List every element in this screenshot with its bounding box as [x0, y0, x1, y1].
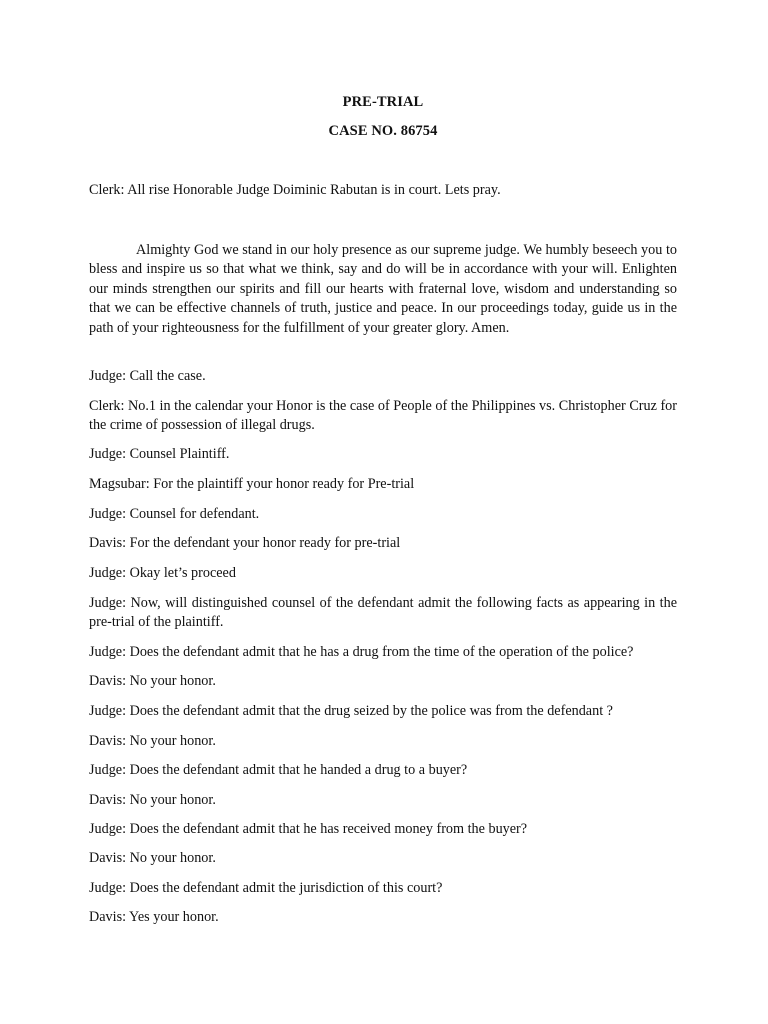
transcript-line: Judge: Counsel Plaintiff.: [89, 446, 230, 462]
transcript-line: Judge: Now, will distinguished counsel of the defendant admit the following facts as appearing in the pre-trial of the plaintiff.: [89, 595, 677, 631]
transcript-line: Davis: No your honor.: [89, 733, 216, 749]
transcript-line: Judge: Does the defendant admit that he has received money from the buyer?: [89, 821, 528, 837]
document-page: [89, 0, 677, 1024]
prayer-paragraph: Almighty God we stand in our holy presence as our supreme judge. We humbly beseech you to bless and inspire us so that what we think, say and do will be in accordance with your will. Enlighten our minds strengthen our spirits and fill our hearts with fraternal love, wisdom and understanding so that we can be effective channels of truth, justice and peace. In our proceedings today, guide us in the path of your righteousness for the fulfillment of your greater glory. Amen.: [89, 242, 677, 336]
transcript-line: Davis: No your honor.: [89, 673, 216, 689]
transcript-line: Judge: Does the defendant admit that he has a drug from the time of the operation of the police?: [89, 644, 634, 660]
transcript-line: Judge: Call the case.: [89, 368, 206, 384]
transcript-line: Judge: Does the defendant admit that he handed a drug to a buyer?: [89, 762, 468, 778]
transcript-line: Davis: For the defendant your honor ready for pre-trial: [89, 535, 401, 551]
transcript-line: Clerk: No.1 in the calendar your Honor is the case of People of the Philippines vs. Christopher Cruz for the crime of possession of illegal drugs.: [89, 398, 677, 434]
opening-line: Clerk: All rise Honorable Judge Doiminic Rabutan is in court. Lets pray.: [89, 182, 501, 198]
case-number: CASE NO. 86754: [328, 123, 438, 139]
transcript-line: Davis: Yes your honor.: [89, 909, 219, 925]
transcript-line: Magsubar: For the plaintiff your honor ready for Pre-trial: [89, 476, 415, 492]
transcript-line: Judge: Counsel for defendant.: [89, 506, 260, 522]
transcript-line: Judge: Does the defendant admit that the drug seized by the police was from the defendant ?: [89, 703, 613, 719]
document-title: PRE-TRIAL: [342, 94, 424, 110]
transcript-line: Judge: Okay let’s proceed: [89, 565, 236, 581]
transcript-line: Davis: No your honor.: [89, 850, 216, 866]
transcript-line: Judge: Does the defendant admit the jurisdiction of this court?: [89, 880, 443, 896]
transcript-line: Davis: No your honor.: [89, 792, 216, 808]
